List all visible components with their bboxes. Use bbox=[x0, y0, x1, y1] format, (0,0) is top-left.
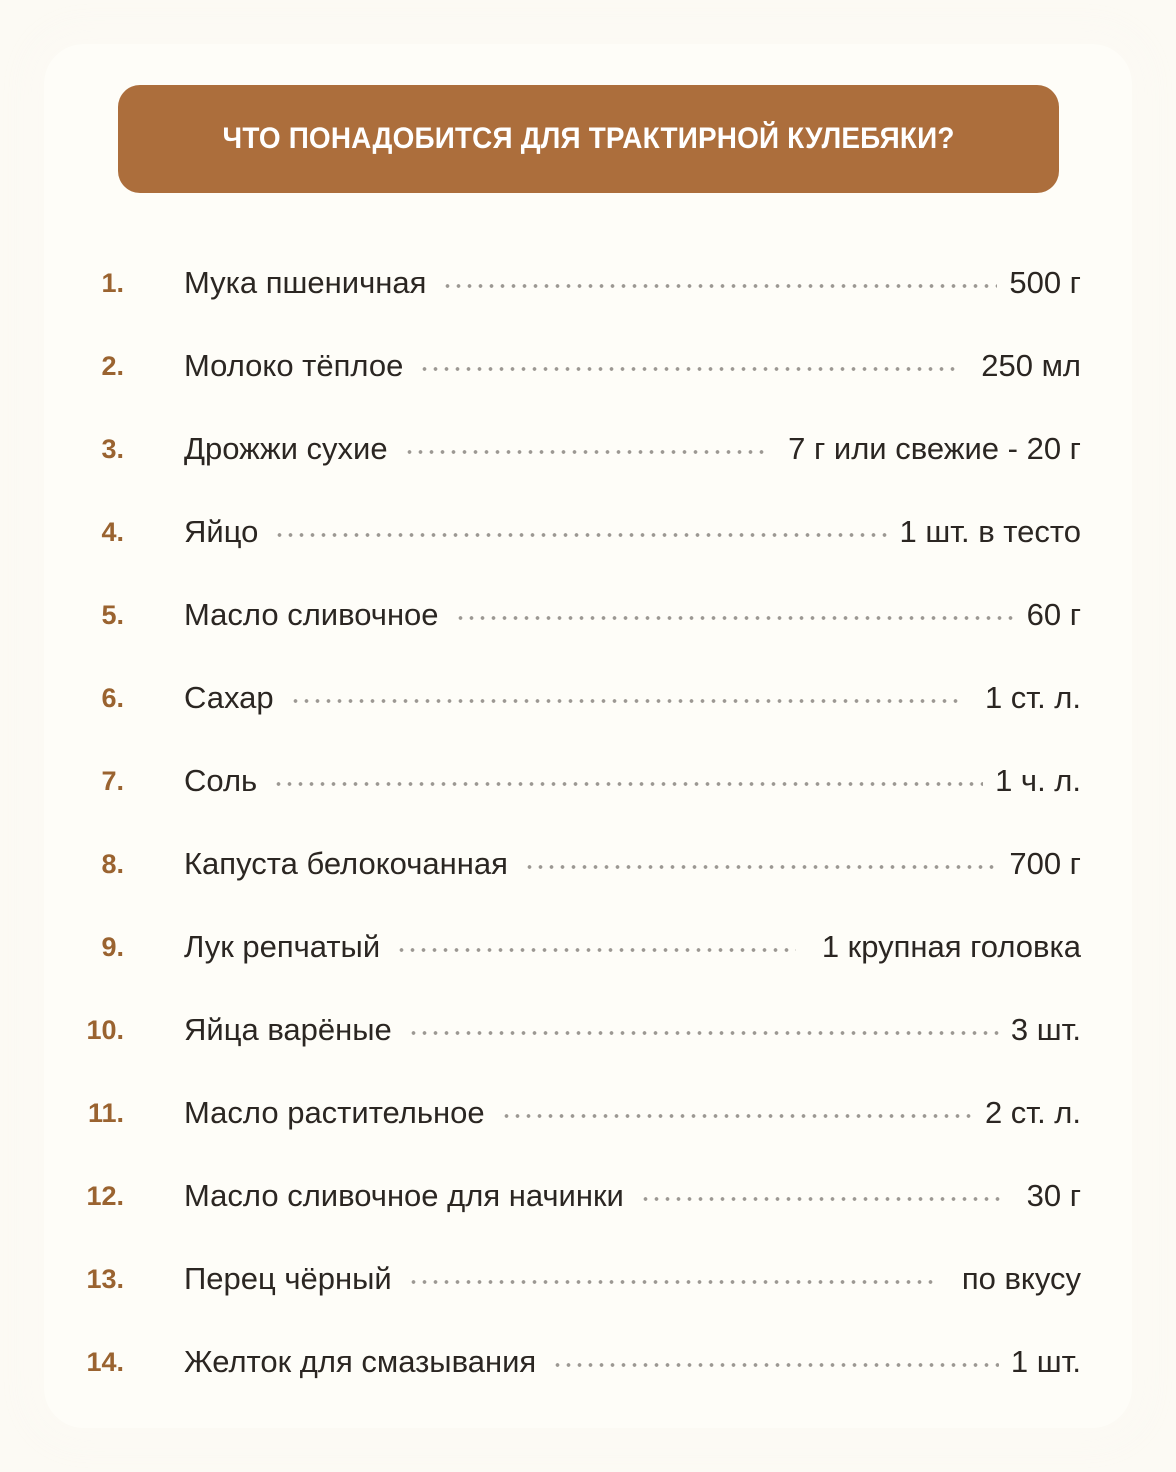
dotted-leader bbox=[396, 948, 796, 952]
dotted-leader bbox=[274, 533, 887, 537]
ingredient-quantity: 30 г bbox=[1026, 1178, 1081, 1213]
ingredient-quantity: 250 мл bbox=[981, 348, 1081, 383]
ingredient-name: Лук репчатый bbox=[184, 929, 381, 964]
ingredient-name: Молоко тёплое bbox=[184, 348, 404, 383]
list-item bbox=[0, 331, 1176, 401]
list-item bbox=[0, 1327, 1176, 1397]
ingredient-name: Масло сливочное bbox=[184, 597, 439, 632]
ingredient-name: Яйцо bbox=[184, 514, 259, 549]
item-number: 11. bbox=[87, 1097, 124, 1128]
item-number: 12. bbox=[86, 1180, 124, 1211]
list-item bbox=[0, 746, 1176, 816]
item-number: 3. bbox=[101, 433, 124, 464]
ingredient-quantity: по вкусу bbox=[961, 1261, 1081, 1296]
item-number: 7. bbox=[101, 765, 124, 796]
list-item bbox=[0, 912, 1176, 982]
ingredient-name: Соль bbox=[184, 763, 258, 798]
ingredient-name: Желток для смазывания bbox=[184, 1344, 537, 1379]
item-number: 13. bbox=[86, 1263, 124, 1294]
list-item bbox=[0, 580, 1176, 650]
list-item bbox=[0, 497, 1176, 567]
ingredient-name: Перец чёрный bbox=[184, 1261, 392, 1296]
ingredient-quantity: 60 г bbox=[1026, 597, 1081, 632]
dotted-leader bbox=[524, 865, 997, 869]
dotted-leader bbox=[404, 450, 767, 454]
item-number: 9. bbox=[101, 931, 124, 962]
item-number: 5. bbox=[101, 599, 124, 630]
list-item bbox=[0, 995, 1176, 1065]
ingredient-quantity: 500 г bbox=[1009, 265, 1081, 300]
ingredient-name: Яйца варёные bbox=[184, 1012, 392, 1047]
item-number: 1. bbox=[101, 267, 124, 298]
dotted-leader bbox=[419, 367, 959, 371]
dotted-leader bbox=[455, 616, 1015, 620]
dotted-leader bbox=[501, 1114, 973, 1118]
ingredient-quantity: 2 ст. л. bbox=[984, 1095, 1081, 1130]
ingredient-quantity: 1 крупная головка bbox=[821, 929, 1081, 964]
list-item bbox=[0, 829, 1176, 899]
title-banner bbox=[118, 85, 1059, 193]
list-item bbox=[0, 663, 1176, 733]
dotted-leader bbox=[290, 699, 961, 703]
ingredient-quantity: 700 г bbox=[1009, 846, 1081, 881]
ingredient-quantity: 1 ч. л. bbox=[995, 763, 1081, 798]
dotted-leader bbox=[408, 1280, 934, 1284]
item-number: 6. bbox=[101, 682, 124, 713]
ingredient-name: Сахар bbox=[184, 680, 274, 715]
item-number: 10. bbox=[86, 1014, 124, 1045]
ingredient-name: Масло растительное bbox=[184, 1095, 485, 1130]
item-number: 14. bbox=[86, 1346, 124, 1377]
ingredient-quantity: 1 шт. bbox=[1010, 1344, 1081, 1379]
list-item bbox=[0, 1161, 1176, 1231]
item-number: 8. bbox=[101, 848, 124, 879]
dotted-leader bbox=[442, 284, 997, 288]
ingredient-name: Мука пшеничная bbox=[184, 265, 427, 300]
ingredient-quantity: 7 г или свежие - 20 г bbox=[788, 431, 1081, 466]
dotted-leader bbox=[273, 782, 983, 786]
dotted-leader bbox=[408, 1031, 999, 1035]
ingredient-quantity: 3 шт. bbox=[1010, 1012, 1081, 1047]
ingredient-name: Дрожжи сухие bbox=[184, 431, 388, 466]
ingredient-quantity: 1 шт. в тесто bbox=[899, 514, 1081, 549]
dotted-leader bbox=[640, 1197, 1003, 1201]
item-number: 4. bbox=[101, 516, 124, 547]
list-item bbox=[0, 1244, 1176, 1314]
item-number: 2. bbox=[101, 350, 124, 381]
page-title: ЧТО ПОНАДОБИТСЯ ДЛЯ ТРАКТИРНОЙ КУЛЕБЯКИ? bbox=[222, 122, 955, 155]
list-item bbox=[0, 1078, 1176, 1148]
list-item bbox=[0, 414, 1176, 484]
ingredient-quantity: 1 ст. л. bbox=[984, 680, 1081, 715]
dotted-leader bbox=[552, 1363, 999, 1367]
list-item bbox=[0, 248, 1176, 318]
ingredient-name: Капуста белокочанная bbox=[184, 846, 508, 881]
ingredient-name: Масло сливочное для начинки bbox=[184, 1178, 624, 1213]
